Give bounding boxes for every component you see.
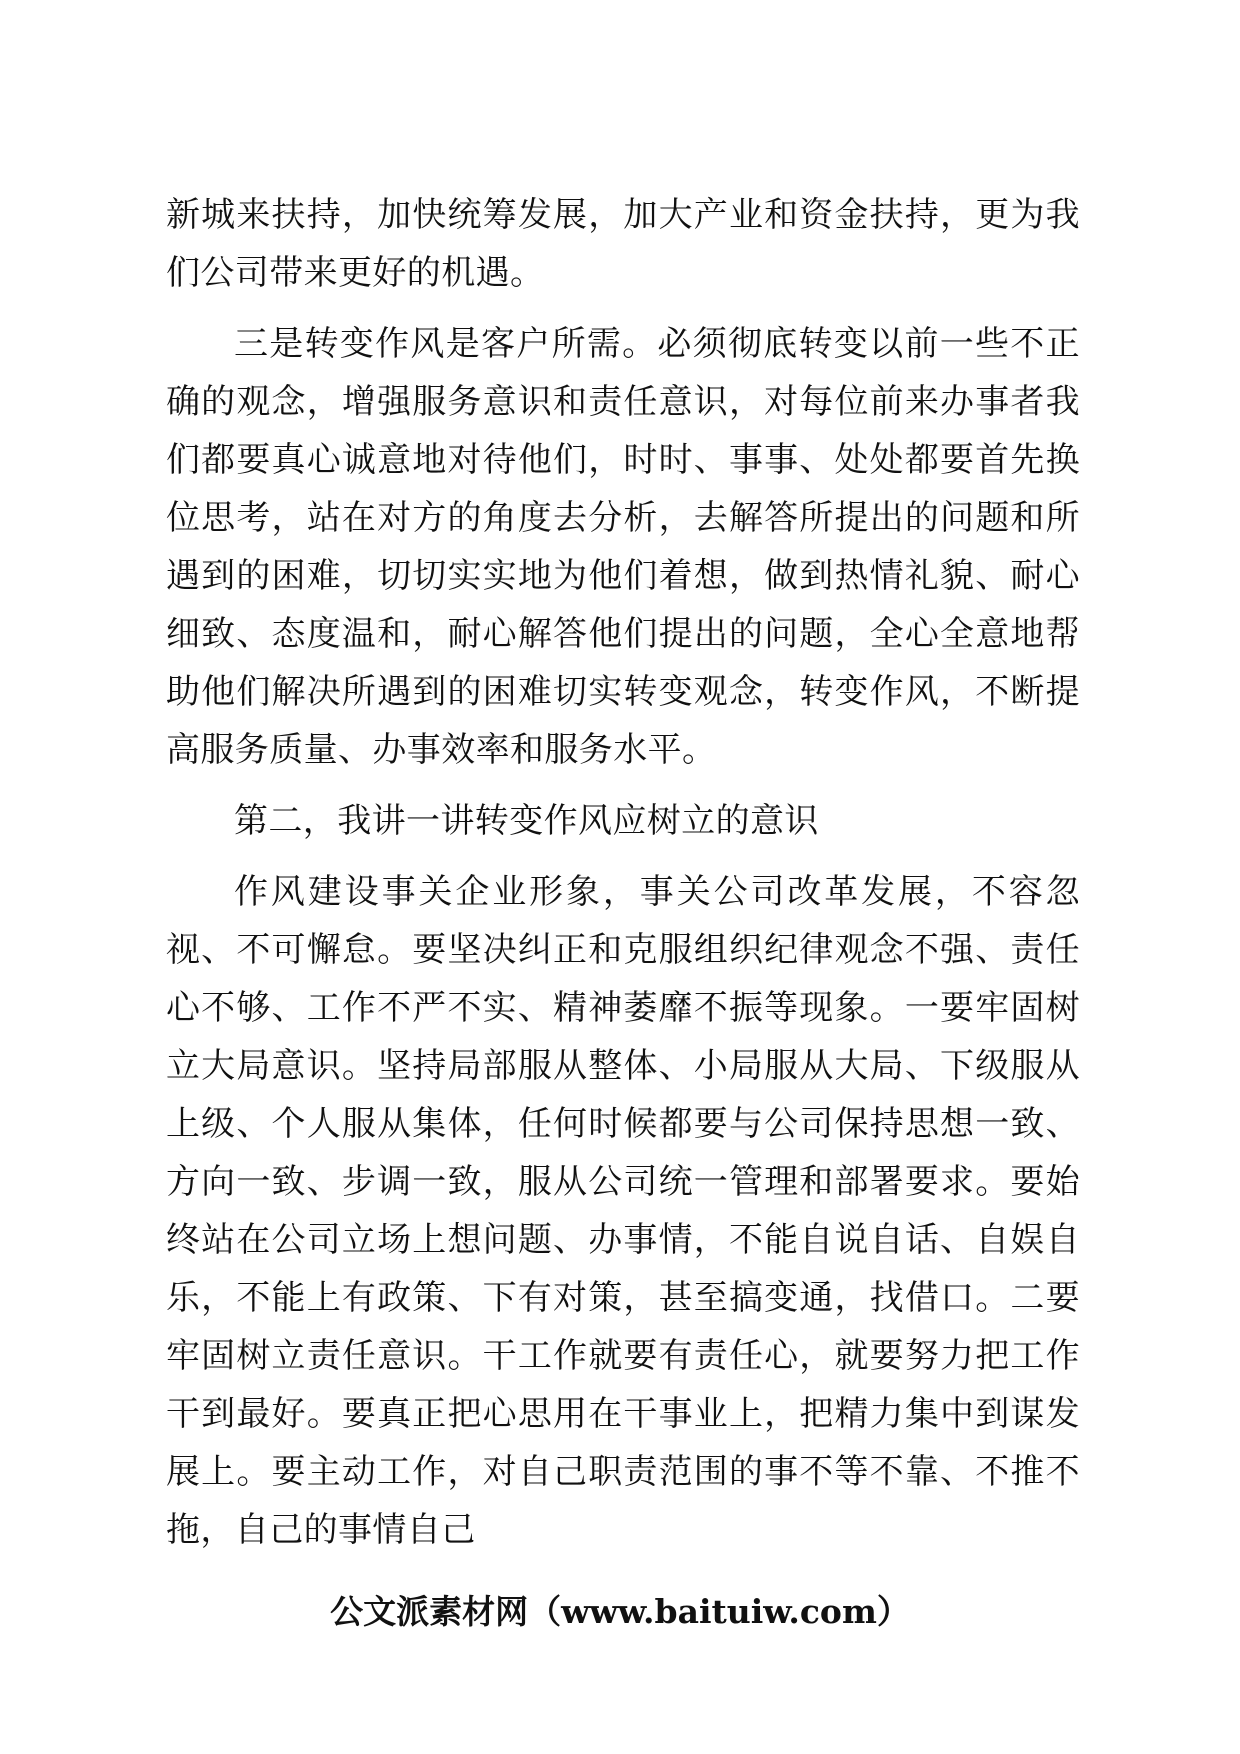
section-heading: 第二，我讲一讲转变作风应树立的意识 [234,801,819,841]
paragraph-awareness: 作风建设事关企业形象，事关公司改革发展，不容忽视、不可懈怠。要坚决纠正和克服组织纪律观念不强、责任心不够、工作不严不实、精神萎靡不振等现象。一要牢固树立大局意识。坚持局部服从整体、小局服从大局、下级服从上级、个人服从集体，任何时候都要与公司保持思想一致、方向一致、步调一致，服从公司统一管理和部署要求。要始终站在公司立场上想问题、办事情，不能自说自话、自娱自乐，不能上有政策、下有对策，甚至搞变通，找借口。二要牢固树立责任意识。干工作就要有责任心，就要努力把工作干到最好。要真正把心思用在干事业上，把精力集中到谋发展上。要主动工作，对自己职责范围的事不等不靠、不推不拖，自己的事情自己 [166,872,1080,1550]
paragraph-continuation: 新城来扶持，加快统筹发展，加大产业和资金扶持，更为我们公司带来更好的机遇。 [166,195,1080,293]
document-body [166,186,1080,1572]
footer-watermark: 公文派素材网（www.baituiw.com） [330,1592,910,1631]
paragraph-customer-needs: 三是转变作风是客户所需。必须彻底转变以前一些不正确的观念，增强服务意识和责任意识，对每位前来办事者我们都要真心诚意地对待他们，时时、事事、处处都要首先换位思考，站在对方的角度去分析，去解答所提出的问题和所遇到的困难，切切实实地为他们着想，做到热情礼貌、耐心细致、态度温和，耐心解答他们提出的问题，全心全意地帮助他们解决所遇到的困难切实转变观念，转变作风，不断提高服务质量、办事效率和服务水平。 [166,324,1080,770]
